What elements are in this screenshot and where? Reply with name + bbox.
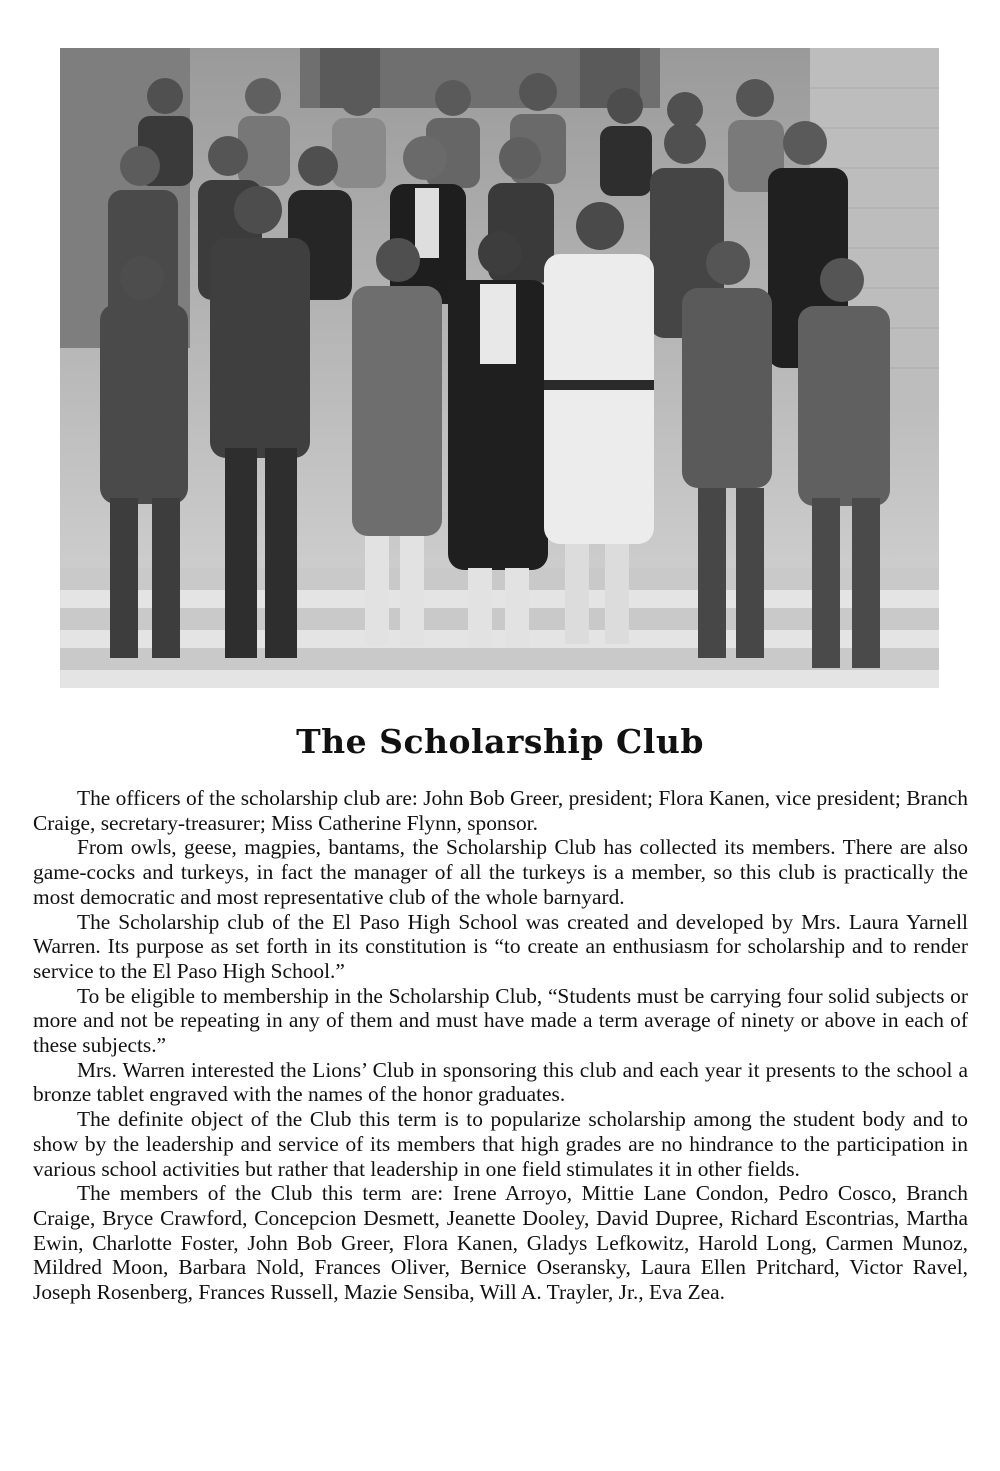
page-title: The Scholarship Club <box>296 722 704 761</box>
paragraph-eligibility: To be eligible to membership in the Scholarship Club, “Students must be carrying four solid subjects or more and not be repeating in any of them and must have made a term average of ninety or above in each of these subjects.” <box>33 983 968 1058</box>
paragraph-members: The members of the Club this term are: Irene Arroyo, Mittie Lane Condon, Pedro Cosco, Branch Craige, Bryce Crawford, Concepcion Desmett, Jeanette Dooley, David Dupree, Richard Escontrias, Martha Ewin, Charlotte Foster, John Bob Greer, Flora Kanen, Gladys Lefkowitz, Harold Long, Carmen Munoz, Mildred Moon, Barbara Nold, Frances Oliver, Bernice Oseransky, Laura Ellen Pritchard, Victor Ravel, Joseph Rosenberg, Frances Russell, Mazie Sensiba, Will A. Trayler, Jr., Eva Zea. <box>33 1181 968 1305</box>
paragraph-lions-club: Mrs. Warren interested the Lions’ Club in sponsoring this club and each year it presents to the school a bronze tablet engraved with the names of the honor graduates. <box>33 1057 968 1107</box>
paragraph-objective: The definite object of the Club this term is to popularize scholarship among the student body and to show by the leadership and service of its members that high grades are no hindrance to the participation in various school activities but rather that leadership in one field stimulates it in other fields. <box>33 1107 968 1181</box>
paragraph-officers: The officers of the scholarship club are: John Bob Greer, president; Flora Kanen, vice president; Branch Craige, secretary-treasurer; Miss Catherine Flynn, sponsor. <box>33 786 968 835</box>
group-photo <box>60 48 939 688</box>
paragraph-history: The Scholarship club of the El Paso High School was created and developed by Mrs. Laura Yarnell Warren. Its purpose as set forth in its constitution is “to create an enthusiasm for scholarship and to render service to the El Paso High School.” <box>33 909 968 983</box>
paragraph-membership-variety: From owls, geese, magpies, bantams, the Scholarship Club has collected its members. There are also game-cocks and turkeys, in fact the manager of all the turkeys is a member, so this club is practically the most democratic and most representative club of the whole barnyard. <box>33 835 968 909</box>
article-body <box>33 786 968 1305</box>
